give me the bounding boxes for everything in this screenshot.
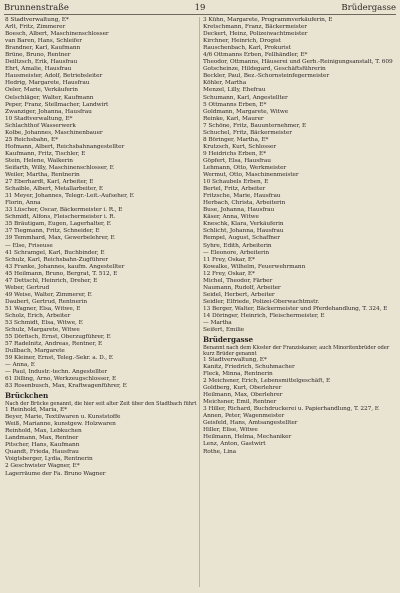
directory-entry: Michel, Theodor, Färber	[203, 277, 273, 284]
directory-entry: Meichsner, Emil, Rentner	[203, 399, 277, 406]
directory-entry: 31 Meyer, Johannes, Telegr.-Leit.-Aufseher, E	[5, 193, 134, 200]
directory-entry: Hedrig, Margarete, Hausfrau	[5, 80, 90, 87]
directory-entry: 11 Frey, Oskar, E*	[203, 256, 255, 263]
directory-entry: Zwanziger, Johanna, Hausfrau	[5, 108, 92, 115]
right-column-entries	[203, 17, 395, 334]
directory-entry: Theodor, Ottmanns, Häuserei und Gerb.-Reinigungsanstalt, T. 609	[203, 59, 393, 66]
directory-entry: 47 Dettschl, Heinrich, Dreher, E	[5, 277, 98, 284]
directory-entry: Wermut, Otto, Maschinenmeister	[203, 172, 299, 179]
directory-entry: Deckert, Heinz, Polizeiwachtmeister	[203, 31, 308, 38]
directory-entry: Kirchner, Heinrich, Drogist	[203, 38, 281, 45]
directory-entry: Schmidt, Alfons, Fleischermeister i. R.	[5, 214, 116, 221]
section-note-right: Benannt nach dem Kloster der Franziskaner, auch Minoritenbrüder oder kurz Brüder genannt	[203, 344, 390, 357]
directory-entry: Pitscher, Hans, Kaufmann	[5, 442, 80, 449]
directory-entry: Geisfeld, Hans, Amtsangestellter	[203, 420, 298, 427]
section-title-left: Brückchen	[5, 391, 49, 401]
directory-entry: 37 Tiegmann, Fritz, Schneider, E	[5, 228, 100, 235]
directory-entry: 51 Wagner, Elsa, Witwe, E	[5, 305, 81, 312]
directory-entry: Goldmann, Margarete, Witwe	[203, 108, 289, 115]
page-number: 19	[194, 3, 206, 13]
directory-entry: Oelschläger, Walter, Kaufmann	[5, 94, 94, 101]
directory-entry: Brandner, Karl, Kaufmann	[5, 45, 81, 52]
directory-entry: Lehmann, Otto, Werkmeister	[203, 164, 287, 171]
directory-entry: 13 Berger, Walter, Bäckermeister und Pferdehandlung, T. 324, E	[203, 305, 388, 312]
directory-entry: 41 Schramgel, Karl, Buchbinder, E	[5, 249, 105, 256]
directory-entry: 55 Dörfisch, Ernst, Oberzugführer, E	[5, 334, 111, 341]
directory-entry: Lenz, Anton, Gastwirt	[203, 441, 266, 448]
directory-entry: 27 Eberhardt, Karl, Arbeiter, E	[5, 179, 94, 186]
directory-entry: Goldberg, Kurt, Oberlehrer	[203, 385, 282, 392]
directory-entry: Gotscheinze, Hildegard, Geschäftsführerin	[203, 66, 326, 73]
directory-entry: Kneschk, Klara, Verkäuferin	[203, 221, 284, 228]
directory-entry: Weiler, Martha, Rentnerin	[5, 172, 80, 179]
directory-entry: Seidler, Elfriede, Polizei-Oberwachtmstr.	[203, 298, 320, 305]
directory-entry: 10 Schaubels Erben, E	[203, 179, 269, 186]
directory-entry: 61 Dilling, Arno, Werkzeugschlosser, E	[5, 376, 117, 383]
directory-entry: 3 Kühn, Margarete, Programmverkäuferin, E	[203, 17, 333, 23]
directory-entry: 49 Weise, Walter, Zimmerer, E	[5, 291, 92, 298]
directory-entry: 2 Geschwister Wagner, E*	[5, 463, 80, 470]
directory-entry: — Paul, Industr.-techn. Angestellter	[5, 369, 108, 376]
directory-entry: 10 Stadtverwaltung, E*	[5, 115, 73, 122]
directory-entry: Weber, Gertrud	[5, 284, 50, 291]
directory-entry: — Martha	[203, 320, 232, 327]
left-section-entries	[5, 407, 197, 477]
directory-entry: Hofmann, Albert, Reichsbahnangestellter	[5, 143, 125, 150]
directory-entry: Annen, Peter, Wagenmeister	[203, 413, 285, 420]
directory-entry: Schlicht, Johanna, Hausfrau	[203, 228, 284, 235]
directory-entry: van Baren, Hans, Schleifer	[5, 38, 82, 45]
directory-entry: Landmann, Max, Rentner	[5, 435, 79, 442]
directory-entry: Schulz, Margarete, Witwe	[5, 327, 80, 334]
directory-entry: Herbach, Christa, Arbeiterin	[203, 200, 286, 207]
directory-entry: Seidel, Herbert, Arbeiter	[203, 291, 275, 298]
left-column	[5, 17, 197, 478]
directory-entry: Stein, Helene, Walkerin	[5, 157, 73, 164]
directory-entry: Schuchel, Fritz, Bäckermeister	[203, 129, 292, 136]
section-title-right: Brüdergasse	[203, 335, 253, 345]
directory-entry: Reinke, Karl, Maurer	[203, 115, 264, 122]
directory-entry: Brüne, Bruno, Rentner	[5, 52, 71, 59]
header-street-right: Brüdergasse	[341, 3, 396, 13]
directory-entry: Syhre, Edith, Arbeiterin	[203, 242, 272, 249]
directory-entry: 43 Franke, Johannes, kaufm. Angestellter	[5, 263, 125, 270]
directory-entry: Seifert, Emilie	[203, 327, 245, 334]
directory-entry: 12 Frey, Oskar, E*	[203, 270, 255, 277]
directory-entry: Schaible, Albert, Metallarbeiter, E	[5, 186, 104, 193]
left-column-entries	[5, 17, 197, 390]
directory-entry: — Eleonore, Arbeiterin	[203, 249, 270, 256]
directory-entry: 35 Bräutigam, Eugen, Lagerhalter, E	[5, 221, 111, 228]
directory-entry: 3 Hiller, Richard, Buchdruckerei u. Papierhandlung, T. 227, E	[203, 406, 379, 413]
directory-entry: 53 Schmidt, Elsa, Witwe, E	[5, 320, 83, 327]
header-street-left: Brunnenstraße	[4, 3, 69, 13]
directory-entry: Kaufmann, Fritz, Tischler, E	[5, 150, 86, 157]
directory-entry: 45 Heilmann, Bruno, Bergrat, T. 512, E	[5, 270, 118, 277]
directory-entry: 4/6 Ottmanns Erben, Fellhändler, E*	[203, 52, 308, 59]
directory-entry: Schulz, Karl, Reichsbahn-Zugführer	[5, 256, 108, 263]
directory-entry: Menzel, Lilly, Ehefrau	[203, 87, 266, 94]
directory-entry: Deiltzsch, Erik, Hausfrau	[5, 59, 78, 66]
directory-entry: Hausmeister, Adolf, Betriebsleiter	[5, 73, 103, 80]
directory-entry: Arlt, Fritz, Zimmerer	[5, 24, 66, 31]
directory-entry: 1 Reinhold, Maria, E*	[5, 407, 67, 414]
directory-entry: Hiller, Elise, Witwe	[203, 427, 258, 434]
directory-entry: Oeler, Marie, Verkäuferin	[5, 87, 78, 94]
directory-entry: 14 Döringer, Heinrich, Fleischermeister, E	[203, 312, 325, 319]
directory-entry: Schlachthof Wasserwerk	[5, 122, 76, 129]
directory-entry: Fritzsche, Marie, Hausfrau	[203, 193, 281, 200]
directory-entry: Rothe, Lina	[203, 448, 237, 455]
directory-entry: Lagerräume der Fa. Bruno Wagner	[5, 470, 106, 477]
directory-entry: Florin, Anna	[5, 200, 41, 207]
directory-entry: 1 Stadtverwaltung, E*	[203, 356, 267, 363]
directory-entry: 9 Heidrichs Erben, E*	[203, 150, 267, 157]
directory-entry: Naumann, Rudolf, Arbeiter	[203, 284, 281, 291]
directory-entry: Heilmann, Max, Oberlehrer	[203, 392, 283, 399]
page-header	[4, 2, 396, 15]
directory-entry: Heilmann, Helma, Mechaniker	[203, 434, 292, 441]
directory-entry: Kretschmann, Franz, Bäckermeister	[203, 24, 307, 31]
directory-entry: Bertel, Fritz, Arbeiter	[203, 186, 266, 193]
directory-entry: Köhler, Martha	[203, 80, 247, 87]
directory-entry: Göpfert, Elsa, Hausfrau	[203, 157, 271, 164]
directory-entry: Boesch, Albert, Maschinenschlosser	[5, 31, 109, 38]
directory-entry: 7 Schöne, Fritz, Bauunternehmer, E	[203, 122, 307, 129]
directory-entry: Beckler, Paul, Bez.-Schornsteinfegermeister	[203, 73, 330, 80]
directory-entry: Peper, Franz, Stellmacher, Landwirt	[5, 101, 109, 108]
directory-entry: Quandt, Frieda, Hausfrau	[5, 449, 79, 456]
directory-entry: Scholz, Erich, Arbeiter	[5, 312, 71, 319]
directory-entry: 83 Rosenbusch, Max, Kraftwagenführer, E	[5, 383, 127, 390]
directory-entry: 2 Meichsner, Erich, Lebensmittelgeschäft, E	[203, 378, 331, 385]
directory-entry: Daubert, Gertrud, Rentnerin	[5, 298, 88, 305]
right-section-entries	[203, 357, 395, 456]
directory-entry: Schumann, Karl, Angestellter	[203, 94, 288, 101]
directory-entry: Reinhold, Max, Lebkuchen	[5, 428, 82, 435]
directory-entry: Kanitz, Friedrich, Schuhmacher	[203, 363, 295, 370]
directory-entry: Rempel, August, Schaffner	[203, 235, 280, 242]
directory-entry: Krutzsch, Kurt, Schlosser	[203, 143, 277, 150]
directory-entry: Dullbach, Margarete	[5, 348, 65, 355]
directory-entry: 8 Stadtverwaltung, E*	[5, 17, 69, 23]
directory-entry: Fleck, Minna, Rentnerin	[203, 371, 273, 378]
directory-entry: 57 Radelnitz, Andreas, Rentner, E	[5, 341, 103, 348]
directory-entry: Buse, Johanna, Hausfrau	[203, 207, 275, 214]
directory-entry: — Anna, E	[5, 362, 35, 369]
directory-entry: Weiß, Marianne, kunstgew. Holzwaren	[5, 421, 116, 428]
section-note-left: Nach der Brücke genannt, die hier seit alter Zeit über den Stadtbach führt	[5, 400, 197, 407]
directory-entry: 25 Reichsbahn, E*	[5, 136, 58, 143]
directory-entry: Voigtsberger, Lydia, Rentnerin	[5, 456, 93, 463]
directory-entry: Rauschenbach, Karl, Prokurist	[203, 45, 291, 52]
directory-entry: Kolbe, Johannes, Maschinenbauer	[5, 129, 103, 136]
directory-entry: 5 Ottmanns Erben, E*	[203, 101, 267, 108]
directory-entry: 8 Böringer, Martha, E*	[203, 136, 269, 143]
directory-entry: Seifarth, Willy, Maschinenschlosser, E	[5, 164, 114, 171]
directory-entry: 59 Kleiner, Ernst, Teleg.-Sekr. a. D., E	[5, 355, 113, 362]
directory-entry: — Else, Friseuse	[5, 242, 53, 249]
directory-entry: 33 Lüscher, Oscar, Bäckermeister i. R., E	[5, 207, 123, 214]
directory-entry: Kowalke, Wilhelm, Feuerwehrmann	[203, 263, 306, 270]
column-divider	[199, 17, 200, 587]
directory-entry: Beyer, Marie, Textilwaren u. Kunststoffe	[5, 414, 121, 421]
right-column	[203, 17, 395, 456]
directory-entry: Käser, Anna, Witwe	[203, 214, 259, 221]
directory-entry: Ehrt, Amalie, Hausfrau	[5, 66, 72, 73]
directory-entry: 39 Temmhard, Max, Gewerbelehrer, E	[5, 235, 115, 242]
